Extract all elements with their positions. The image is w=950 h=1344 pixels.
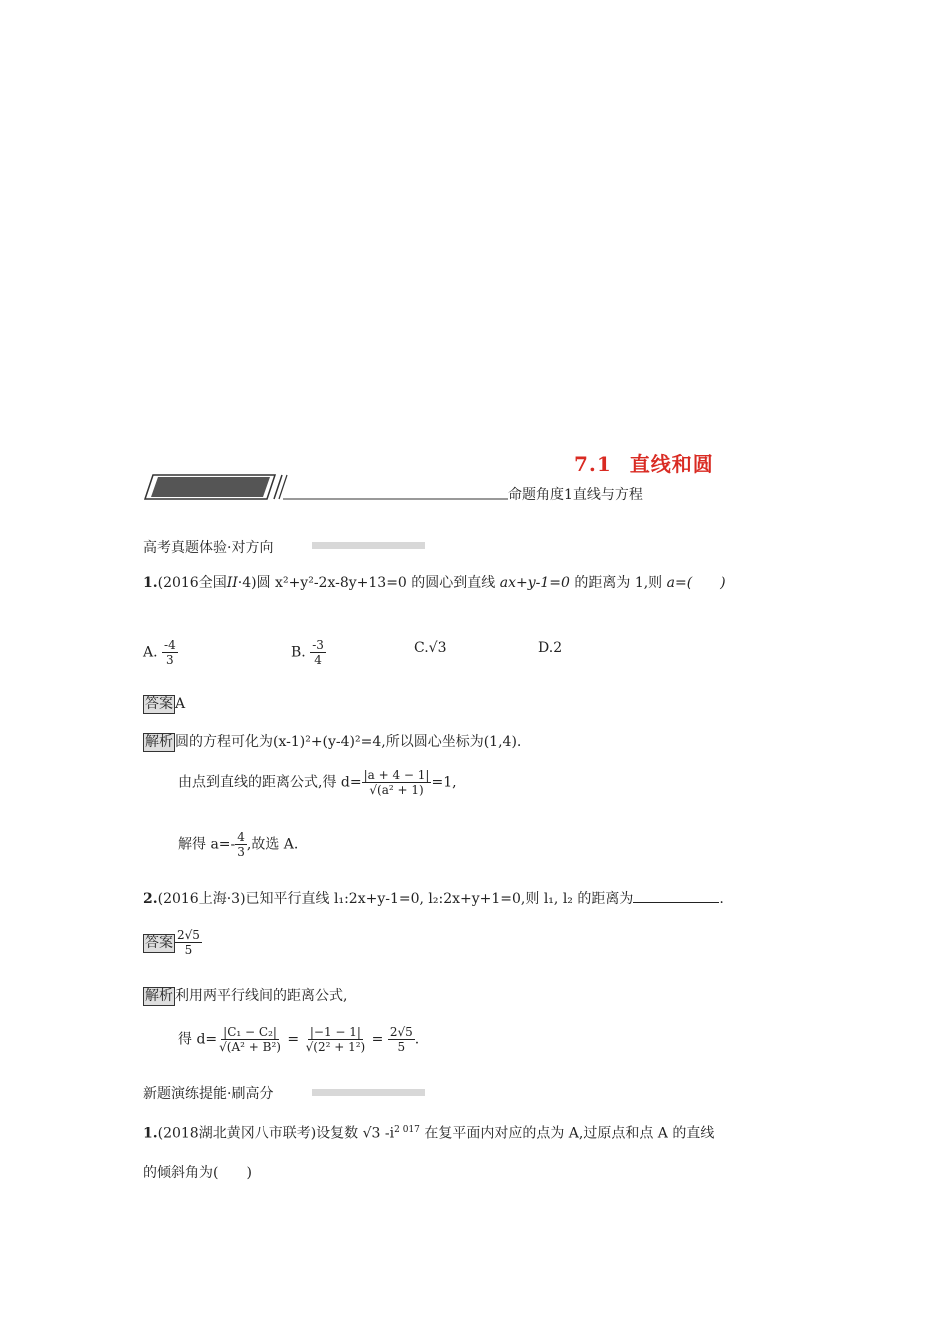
option-b[interactable]: B. $\frac{-3}{4}$ (291, 638, 324, 667)
answer-blank[interactable] (633, 890, 719, 903)
option-a[interactable]: A. $\frac{-4}{3}$ (143, 638, 176, 667)
question-1-analysis-result: 解得 a=- $\frac{4}{3}$ ,故选 A. (178, 830, 299, 859)
practice-question-1-stem-cont: 的倾斜角为( ) (143, 1165, 252, 1181)
question-2-stem: 2.(2016上海·3)已知平行直线 l₁:2x+y-1=0, l₂:2x+y+1=0,则 l₁, l₂ 的距离为 . (143, 891, 724, 907)
question-1-stem: 1.(2016全国II·4)圆 x²+y²-2x-8y+13=0 的圆心到直线 ax+y-1=0 的距离为 1,则 a=( ) (143, 575, 726, 591)
title-text: 直线和圆 (629, 452, 714, 476)
analysis-tag: 解析 (145, 734, 173, 750)
answer-tag: 答案 (145, 696, 173, 712)
question-number: 2. (143, 891, 158, 907)
option-c[interactable]: C.√3 (414, 640, 447, 656)
title-number: 7.1 (574, 452, 612, 476)
question-1-analysis-formula: 由点到直线的距离公式,得 d= $\frac{|a + 4 - 1|}{\text{√(a² + 1)}}$ =1, (178, 768, 457, 797)
answer-tag: 答案 (145, 934, 173, 951)
section-bar (312, 1089, 425, 1096)
subtitle: 命题角度1直线与方程 (508, 487, 643, 503)
banner-decoration (143, 472, 513, 502)
option-d[interactable]: D.2 (538, 640, 563, 656)
section-header-exam: 高考真题体验·对方向 (143, 540, 274, 556)
question-number: 1. (143, 1125, 158, 1142)
question-2-analysis-formula: 得 d= $\frac{\text{|C₁ − C₂|}}{\text{√(A² + B²)}}$ = $\frac{|-1 - 1|}{\text{√(2² + 1²)}}$ = $\frac{2√5}{5}$ . (178, 1025, 420, 1054)
question-2-analysis: 解析 利用两平行线间的距离公式, (145, 988, 348, 1004)
analysis-tag: 解析 (145, 988, 173, 1004)
page-title (574, 448, 714, 477)
section-bar (312, 542, 425, 549)
question-1-answer: 答案 A (145, 696, 186, 712)
question-2-answer: 答案 $\frac{2√5}{5}$ (145, 928, 200, 957)
section-header-practice: 新题演练提能·刷高分 (143, 1086, 274, 1102)
question-1-analysis: 解析 圆的方程可化为(x-1)²+(y-4)²=4,所以圆心坐标为(1,4). (145, 734, 522, 750)
question-number: 1. (143, 575, 158, 591)
practice-question-1-stem: 1.(2018湖北黄冈八市联考)设复数 √3 $-i^{2 017}$ 在复平面内对应的点为 A,过原点和点 A 的直线 (143, 1125, 715, 1142)
